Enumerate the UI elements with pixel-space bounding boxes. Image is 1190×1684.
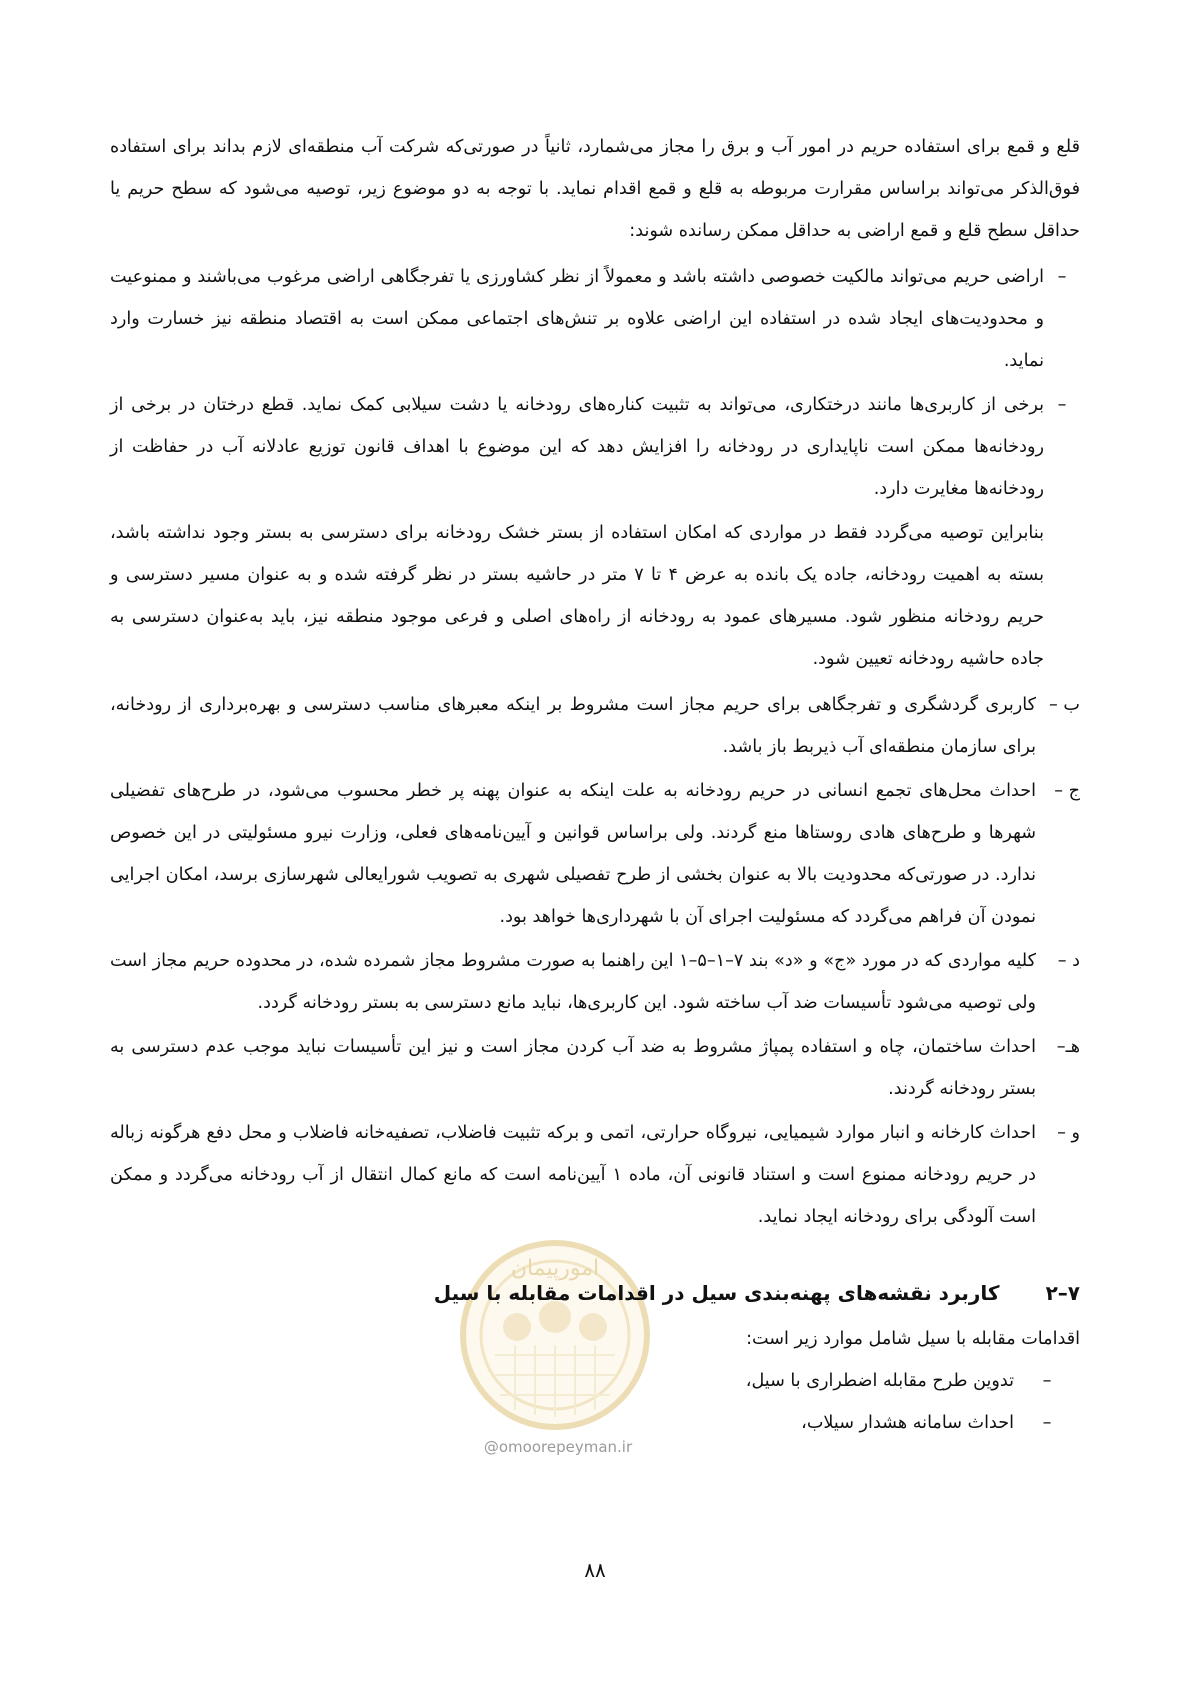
list-item-v-text: احداث کارخانه و انبار موارد شیمیایی، نیروگاه حرارتی، اتمی و برکه تثبیت فاضلاب، تصفیه‌خانه فاضلاب و محل دفع هرگونه زباله در حریم رودخانه ممنوع است و استناد قانونی آن، ماده ۱ آیین‌نامه است که مانع کمال انتقال از آب رودخانه می‌گردد و ممکن است آلودگی برای رودخانه ایجاد نماید. [110,1123,1036,1227]
list-item-d [110,940,1080,1024]
dash-item-2 [110,384,1080,510]
list-item-text: احداث سامانه هشدار سیلاب، [801,1413,1014,1433]
list-marker-h: هـ– [1056,1037,1080,1057]
list-item-b-text: کاربری گردشگری و تفرجگاهی برای حریم مجاز است مشروط بر اینکه معبرهای مناسب دسترسی و بهره‌برداری از رودخانه، برای سازمان منطقه‌ای آب ذیربط باز باشد. [110,695,1036,757]
section-heading [110,1270,1080,1316]
section-number: ۷–۲ [1045,1281,1080,1305]
list-item [110,1402,1080,1444]
list-marker-j: ج – [1054,781,1080,801]
continuation-paragraph: بنابراین توصیه می‌گردد فقط در مواردی که امکان استفاده از بستر خشک رودخانه برای دسترسی به بستر وجود نداشته باشد، بسته به اهمیت رودخانه، جاده یک بانده به عرض ۴ تا ۷ متر در حاشیه بستر در نظر گرفته شده و به عنوان مسیر دسترسی و حریم رودخانه منظور شود. مسیرهای عمود به رودخانه از راه‌های اصلی و فرعی موجود منطقه نیز، باید به‌عنوان دسترسی به جاده حاشیه رودخانه تعیین شود. [110,523,1044,669]
dash-marker: – [1057,395,1067,415]
dash-marker: – [1057,267,1067,287]
dash-marker: – [1042,1371,1052,1391]
watermark-site-text: omoorepeyman.ir [498,1438,633,1456]
watermark-icon: @ [483,1438,499,1456]
page-number: ۸۸ [584,1558,606,1582]
dash-item-1-text: اراضی حریم می‌تواند مالکیت خصوصی داشته باشد و معمولاً از نظر کشاورزی یا تفرجگاهی اراضی مرغوب می‌باشند و ممنوعیت و محدودیت‌های ایجاد شده در استفاده این اراضی علاوه بر تنش‌های اجتماعی ممکن است به اقتصاد منطقه نیز خسارت وارد نماید. [110,267,1044,371]
document-page [110,126,1080,1626]
intro-paragraph: قلع و قمع برای استفاده حریم در امور آب و برق را مجاز می‌شمارد، ثانیاً در صورتی‌که شرکت آب منطقه‌ای لازم بداند برای استفاده فوق‌الذکر می‌تواند براساس مقرارت مربوطه به قلع و قمع اقدام نماید. با توجه به دو موضوع زیر، توصیه می‌شود که سطح حریم یا حداقل سطح قلع و قمع اراضی به حداقل ممکن رسانده شوند: [110,137,1080,241]
list-item-h-text: احداث ساختمان، چاه و استفاده پمپاژ مشروط به ضد آب کردن مجاز است و نیز این تأسیسات نباید موجب عدم دسترسی به بستر رودخانه گردند. [110,1037,1036,1099]
list-item-b [110,684,1080,768]
list-marker-d: د – [1057,951,1080,971]
section-intro: اقدامات مقابله با سیل شامل موارد زیر است: [746,1329,1080,1349]
list-item-j-text: احداث محل‌های تجمع انسانی در حریم رودخانه به علت اینکه به عنوان پهنه پر خطر محسوب می‌شود، در طرح‌های تفضیلی شهرها و طرح‌های هادی روستاها منع گردند. ولی براساس قوانین و آیین‌نامه‌های فعلی، وزارت نیرو مسئولیتی در این خصوص ندارد. در صورتی‌که محدودیت بالا به عنوان بخشی از طرح تفصیلی شهری به تصویب شورایعالی شهرسازی برسد، امکان اجرایی نمودن آن فراهم می‌گردد که مسئولیت اجرای آن با شهرداری‌ها خواهد بود. [110,781,1036,927]
list-item-v [110,1112,1080,1238]
list-item-text: تدوین طرح مقابله اضطراری با سیل، [745,1371,1014,1391]
list-item-j [110,770,1080,938]
watermark-logo-text: امورپیمان [510,1256,600,1281]
list-marker-v: و – [1057,1123,1080,1143]
dash-item-2-text: برخی از کاربری‌ها مانند درختکاری، می‌تواند به تثبیت کناره‌های رودخانه یا دشت سیلابی کمک نماید. قطع درختان در برخی از رودخانه‌ها ممکن است ناپایداری در رودخانه را افزایش دهد که این موضوع با اهداف قانون توزیع عادلانه آب در حفاظت از رودخانه‌ها مغایرت دارد. [110,395,1044,499]
section-title: کاربرد نقشه‌های پهنه‌بندی سیل در اقدامات مقابله با سیل [433,1281,1000,1305]
list-item [110,1360,1080,1402]
dash-item-1 [110,256,1080,382]
list-marker-b: ب – [1049,695,1080,715]
list-item-d-text: کلیه مواردی که در مورد «ج» و «د» بند ۷–۱–۵–۱ این راهنما به صورت مشروط مجاز شمرده شده، در محدوده حریم مجاز است ولی توصیه می‌شود تأسیسات ضد آب ساخته شود. این کاربری‌ها، نباید مانع دسترسی به بستر رودخانه گردد. [110,951,1036,1013]
dash-marker: – [1042,1413,1052,1433]
list-item-h [110,1026,1080,1110]
